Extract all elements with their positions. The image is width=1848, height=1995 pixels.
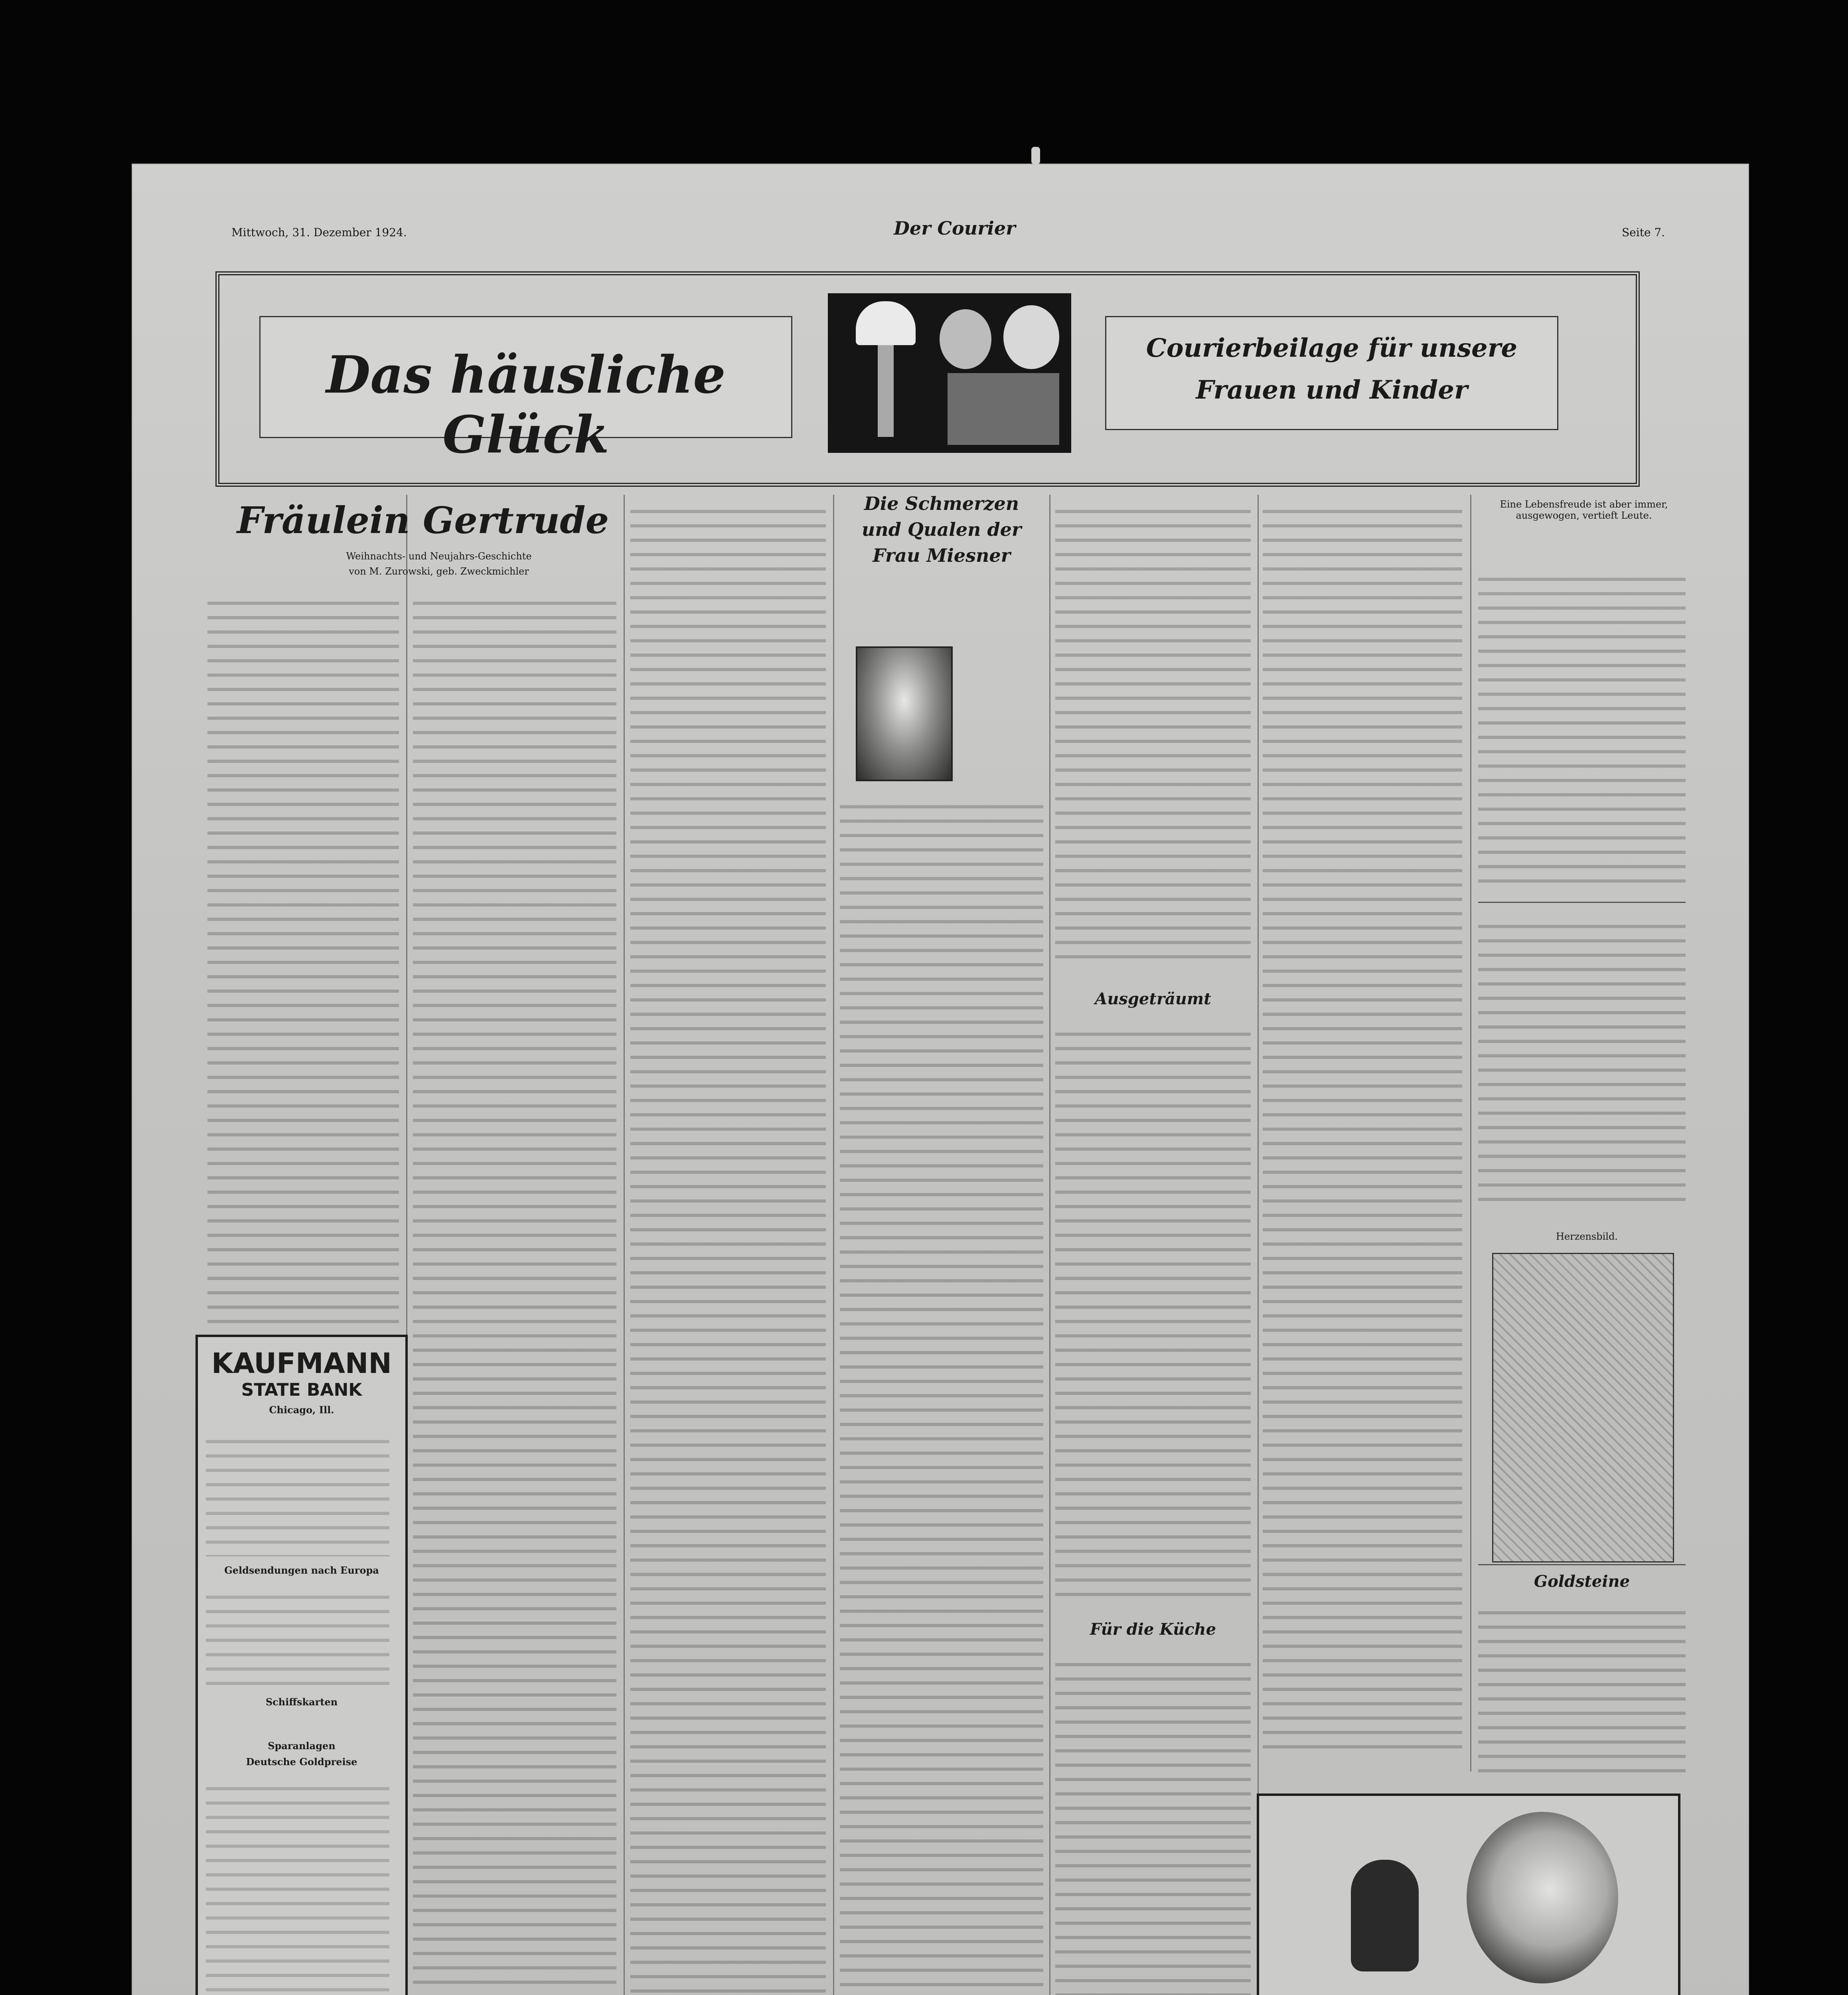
text-column-7c (1478, 1600, 1686, 1776)
banner-title: Das häusliche Glück (326, 345, 726, 465)
section-ausgetraumt: Ausgeträumt (1095, 990, 1211, 1008)
page-number: Seite 7. (1622, 226, 1665, 239)
section-kueche: Für die Küche (1090, 1620, 1216, 1639)
column-rule (1258, 495, 1259, 1995)
lamp-shade (856, 301, 916, 345)
boy-figure (1351, 1860, 1419, 1971)
text-column-7a (1478, 567, 1686, 894)
kaufmann-sub: STATE BANK (241, 1380, 362, 1400)
story-text-column-1 (207, 591, 399, 1325)
kaufmann-name: KAUFMANN (211, 1347, 392, 1380)
banner-subtitle-line1: Courierbeilage für unsere (1146, 333, 1518, 363)
column-rule (833, 495, 834, 1995)
column-rule (1049, 495, 1050, 1995)
feature-title-2: und Qualen der (861, 519, 1022, 540)
grandmother-face (1003, 305, 1059, 369)
portrait-photo (856, 646, 953, 781)
figures-body (948, 373, 1059, 445)
column-rule (624, 495, 625, 1995)
story-text-column-2 (413, 591, 616, 1995)
kaufmann-city: Chicago, Ill. (269, 1404, 334, 1416)
banner-subtitle-line2: Frauen und Kinder (1196, 375, 1468, 405)
feature-title-1: Die Schmerzen (864, 493, 1019, 514)
feature-title-3: Frau Miesner (873, 545, 1011, 566)
text-column-7b (1478, 914, 1686, 1201)
banner-lamp-illustration (828, 293, 1071, 453)
feature-text-column (840, 794, 1043, 1995)
lamp-stand (878, 345, 894, 437)
banner-left-panel (259, 316, 792, 465)
column-rule (1470, 495, 1471, 1772)
kaufmann-text (206, 1429, 389, 1556)
kaufmann-rates-1 (206, 1584, 389, 1688)
banner-right-panel (1105, 316, 1558, 430)
story-subtitle-1: Weihnachts- und Neujahrs-Geschichte (346, 551, 532, 562)
section-divider (1478, 1564, 1686, 1565)
text-column-5b (1055, 1021, 1251, 1596)
sanitary-bakery-ad (1257, 1794, 1680, 1995)
issue-date: Mittwoch, 31. Dezember 1924. (231, 226, 407, 239)
kaufmann-section-1: Geldsendungen nach Europa (224, 1564, 379, 1576)
paper-name: Der Courier (894, 217, 1016, 239)
kaufmann-rates-2 (206, 1776, 389, 1995)
story-subtitle-2: von M. Zurowski, geb. Zweckmichler (349, 566, 529, 577)
kaufmann-bank-ad (195, 1335, 408, 1995)
kaufmann-section-4: Deutsche Goldpreise (246, 1756, 357, 1768)
section-divider (1478, 902, 1686, 903)
section-goldsteine: Goldsteine (1534, 1572, 1630, 1591)
pin-mark (1031, 147, 1040, 164)
story-title: Fräulein Gertrude (237, 499, 609, 542)
child-illustration (1492, 1253, 1674, 1562)
story-text-column-3 (630, 499, 826, 1995)
quote-header: Eine Lebensfreude ist aber immer, ausgewogen, vertieft Leute. (1500, 499, 1668, 521)
text-column-6 (1263, 499, 1462, 1756)
text-column-5c (1055, 1652, 1251, 1995)
bread-woman-illustration (1467, 1812, 1618, 1983)
child-face (940, 309, 991, 369)
kaufmann-section-3: Sparanlagen (268, 1740, 336, 1752)
text-column-5a (1055, 499, 1251, 970)
kaufmann-section-2: Schiffskarten (265, 1696, 338, 1708)
illustration-caption: Herzensbild. (1556, 1231, 1618, 1242)
